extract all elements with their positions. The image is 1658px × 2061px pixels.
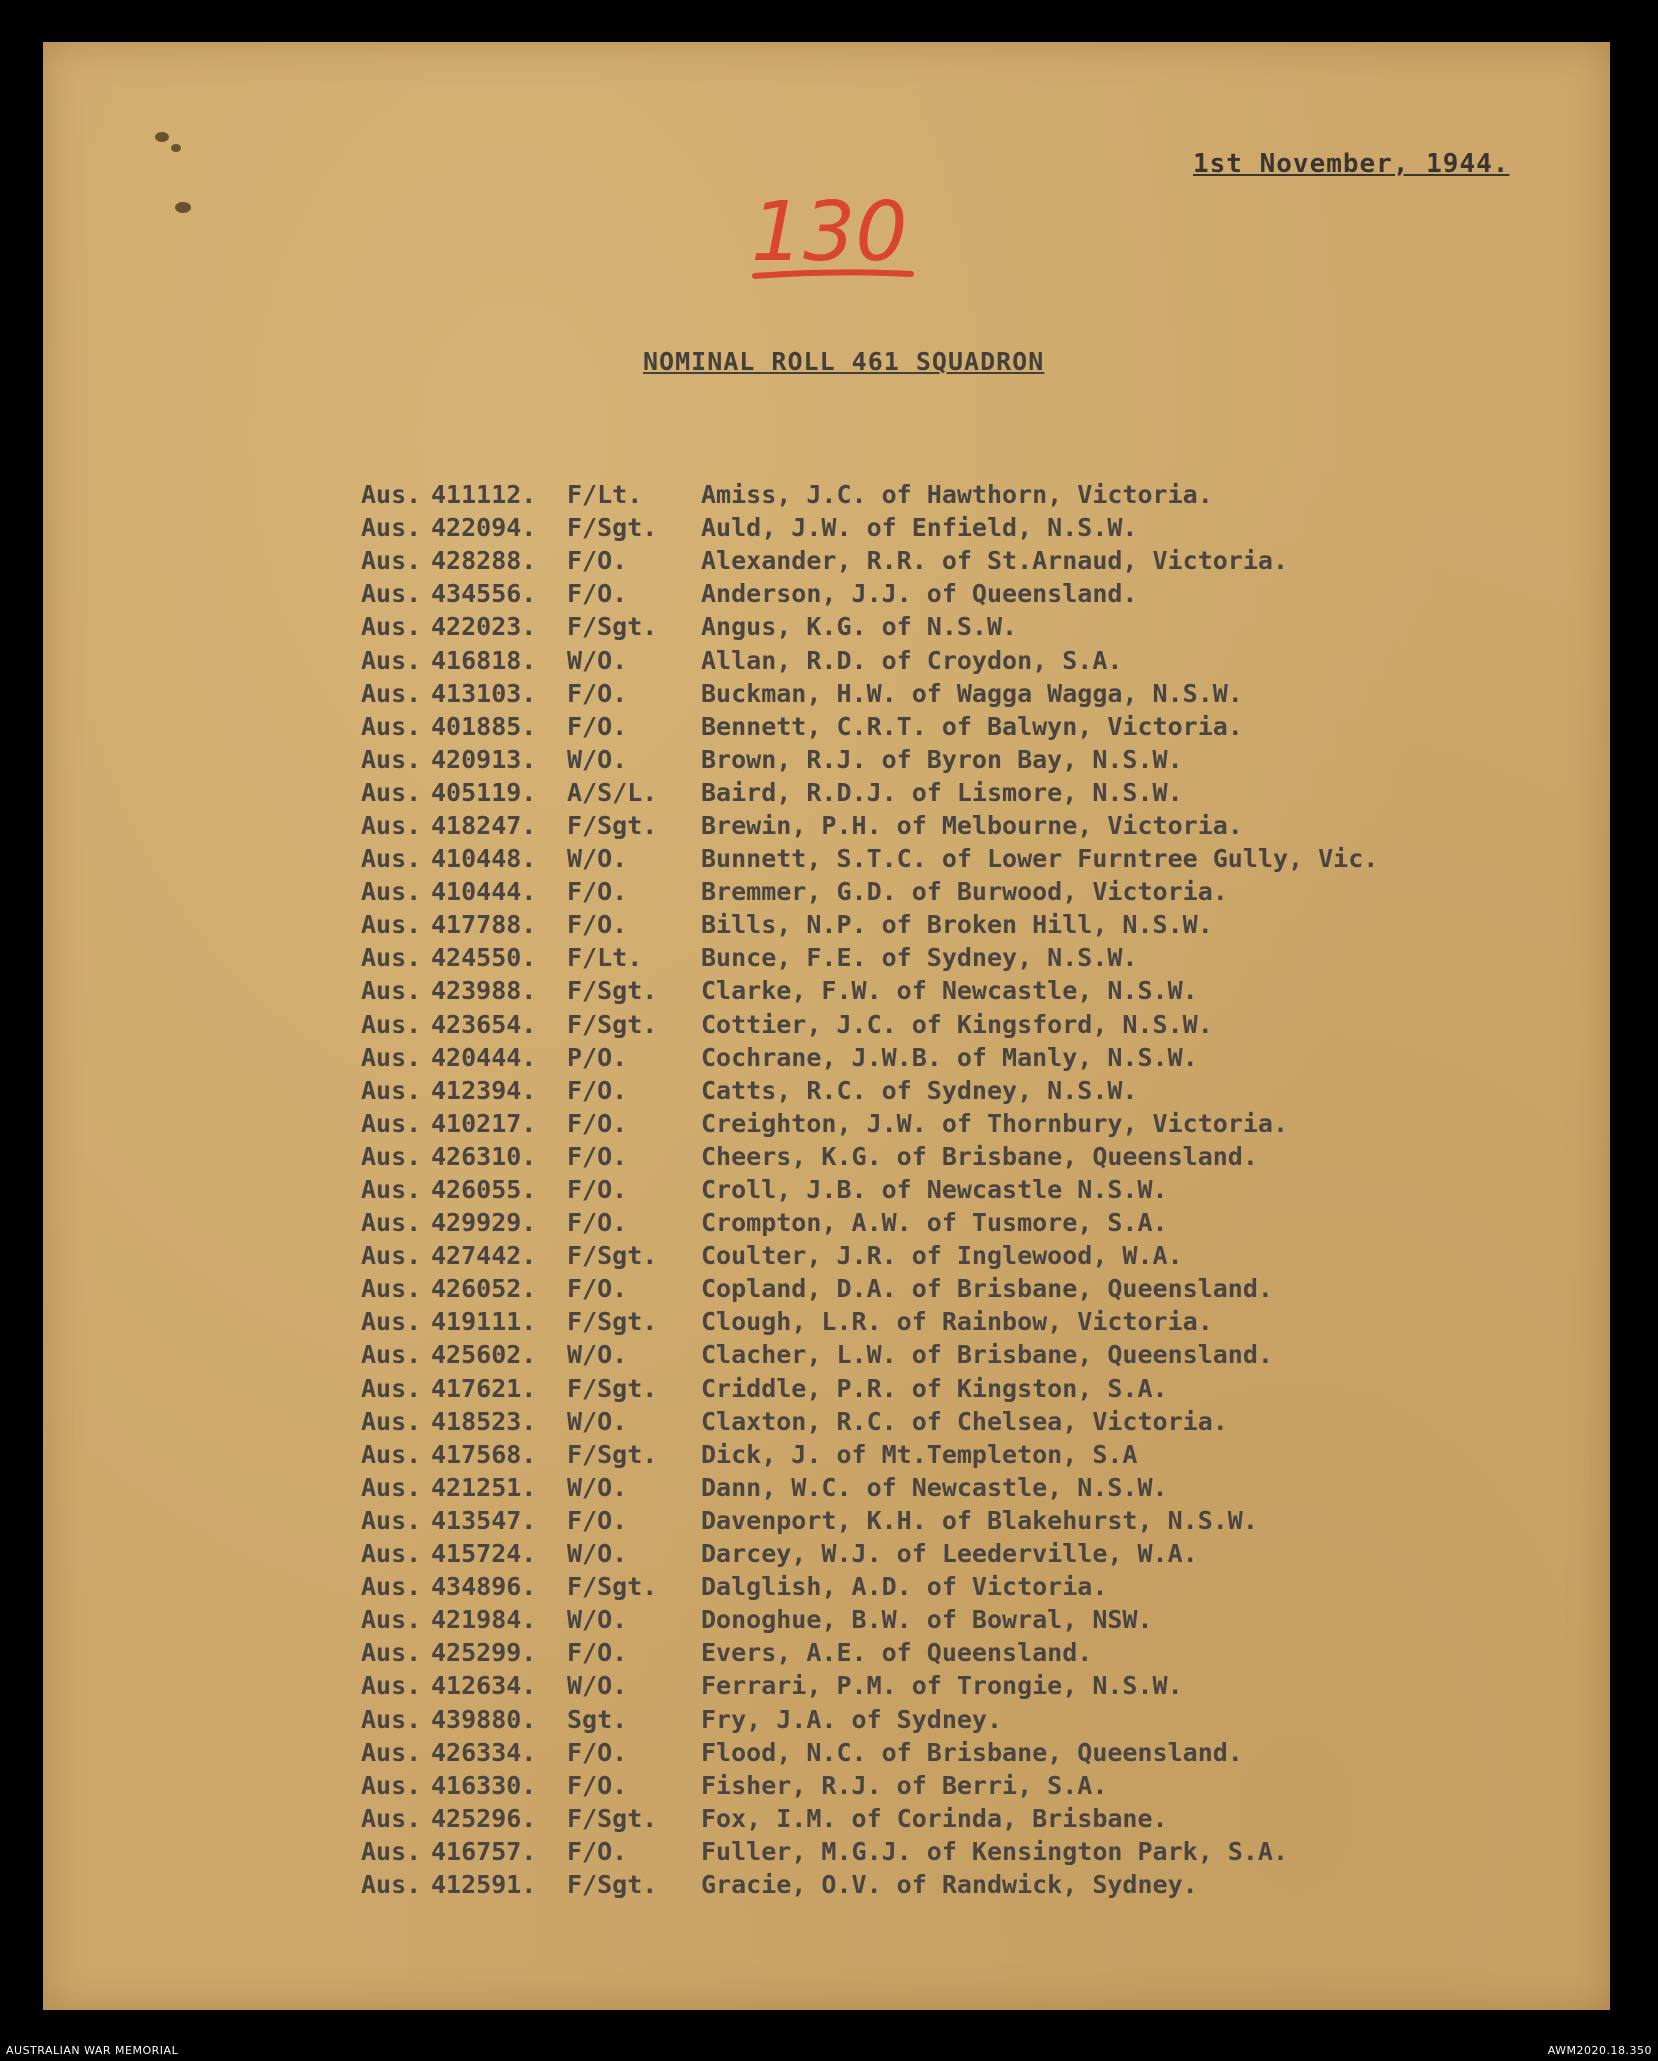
service-number: 425602. <box>431 1340 537 1370</box>
list-item <box>361 1669 1378 1702</box>
member-name: Ferrari, P.M. of Trongie, N.S.W. <box>701 1671 1183 1701</box>
list-item <box>361 1868 1378 1901</box>
list-item <box>361 710 1378 743</box>
service-prefix: Aus. <box>361 480 422 510</box>
page-number-text: 130 <box>751 185 908 280</box>
member-name: Bremmer, G.D. of Burwood, Victoria. <box>701 877 1228 907</box>
list-item <box>361 842 1378 875</box>
service-prefix: Aus. <box>361 1175 422 1205</box>
member-name: Dann, W.C. of Newcastle, N.S.W. <box>701 1472 1168 1502</box>
member-name: Fox, I.M. of Corinda, Brisbane. <box>701 1803 1168 1833</box>
service-number: 426055. <box>431 1175 537 1205</box>
rank: W/O. <box>567 1605 628 1635</box>
service-number: 410444. <box>431 877 537 907</box>
member-name: Donoghue, B.W. of Bowral, NSW. <box>701 1605 1153 1635</box>
rank: F/Sgt. <box>567 1869 658 1899</box>
member-name: Dick, J. of Mt.Templeton, S.A <box>701 1439 1138 1469</box>
service-prefix: Aus. <box>361 678 422 708</box>
member-name: Davenport, K.H. of Blakehurst, N.S.W. <box>701 1505 1258 1535</box>
rank: F/O. <box>567 1836 628 1866</box>
service-prefix: Aus. <box>361 645 422 675</box>
list-item <box>361 1305 1378 1338</box>
rank: F/O. <box>567 1770 628 1800</box>
list-item <box>361 1504 1378 1537</box>
service-prefix: Aus. <box>361 910 422 940</box>
list-item <box>361 1802 1378 1835</box>
member-name: Brewin, P.H. of Melbourne, Victoria. <box>701 810 1243 840</box>
service-number: 422023. <box>431 612 537 642</box>
list-item <box>361 1835 1378 1868</box>
rank: W/O. <box>567 744 628 774</box>
rank: F/O. <box>567 1208 628 1238</box>
member-name: Fry, J.A. of Sydney. <box>701 1704 1003 1734</box>
member-name: Criddle, P.R. of Kingston, S.A. <box>701 1373 1168 1403</box>
rank: W/O. <box>567 1539 628 1569</box>
rank: F/Sgt. <box>567 1572 658 1602</box>
member-name: Cottier, J.C. of Kingsford, N.S.W. <box>701 1009 1213 1039</box>
list-item <box>361 743 1378 776</box>
list-item <box>361 941 1378 974</box>
rank: F/O. <box>567 1141 628 1171</box>
list-item <box>361 875 1378 908</box>
service-number: 420444. <box>431 1042 537 1072</box>
rank: P/O. <box>567 1042 628 1072</box>
service-number: 426052. <box>431 1274 537 1304</box>
member-name: Bills, N.P. of Broken Hill, N.S.W. <box>701 910 1213 940</box>
document-date: 1st November, 1944. <box>1193 149 1510 179</box>
list-item <box>361 1471 1378 1504</box>
service-number: 425296. <box>431 1803 537 1833</box>
rank: F/O. <box>567 1638 628 1668</box>
service-number: 416330. <box>431 1770 537 1800</box>
service-prefix: Aus. <box>361 976 422 1006</box>
service-prefix: Aus. <box>361 877 422 907</box>
service-prefix: Aus. <box>361 1307 422 1337</box>
service-prefix: Aus. <box>361 1009 422 1039</box>
service-number: 416818. <box>431 645 537 675</box>
member-name: Fuller, M.G.J. of Kensington Park, S.A. <box>701 1836 1288 1866</box>
roll-title: NOMINAL ROLL 461 SQUADRON <box>643 347 1045 376</box>
service-prefix: Aus. <box>361 1836 422 1866</box>
service-number: 421984. <box>431 1605 537 1635</box>
rank: F/Sgt. <box>567 810 658 840</box>
member-name: Amiss, J.C. of Hawthorn, Victoria. <box>701 480 1213 510</box>
service-prefix: Aus. <box>361 1572 422 1602</box>
member-name: Alexander, R.R. of St.Arnaud, Victoria. <box>701 546 1288 576</box>
member-name: Bennett, C.R.T. of Balwyn, Victoria. <box>701 711 1243 741</box>
service-number: 426310. <box>431 1141 537 1171</box>
member-name: Fisher, R.J. of Berri, S.A. <box>701 1770 1108 1800</box>
service-number: 429929. <box>431 1208 537 1238</box>
page-number-annotation <box>743 180 923 300</box>
service-number: 426334. <box>431 1737 537 1767</box>
list-item <box>361 577 1378 610</box>
service-number: 439880. <box>431 1704 537 1734</box>
rank: F/O. <box>567 910 628 940</box>
list-item <box>361 1537 1378 1570</box>
service-prefix: Aus. <box>361 612 422 642</box>
service-number: 434556. <box>431 579 537 609</box>
service-number: 416757. <box>431 1836 537 1866</box>
member-name: Clacher, L.W. of Brisbane, Queensland. <box>701 1340 1273 1370</box>
list-item <box>361 1206 1378 1239</box>
list-item <box>361 1107 1378 1140</box>
service-number: 418247. <box>431 810 537 840</box>
rank: F/O. <box>567 1274 628 1304</box>
service-prefix: Aus. <box>361 1472 422 1502</box>
service-number: 420913. <box>431 744 537 774</box>
service-number: 434896. <box>431 1572 537 1602</box>
list-item <box>361 1636 1378 1669</box>
list-item <box>361 1041 1378 1074</box>
service-number: 427442. <box>431 1241 537 1271</box>
service-prefix: Aus. <box>361 1803 422 1833</box>
service-number: 413103. <box>431 678 537 708</box>
service-prefix: Aus. <box>361 1241 422 1271</box>
service-number: 417568. <box>431 1439 537 1469</box>
footer-reference: AWM2020.18.350 <box>1547 2044 1652 2057</box>
member-name: Creighton, J.W. of Thornbury, Victoria. <box>701 1108 1288 1138</box>
rank: W/O. <box>567 844 628 874</box>
service-prefix: Aus. <box>361 711 422 741</box>
rank: F/O. <box>567 1737 628 1767</box>
list-item <box>361 1769 1378 1802</box>
service-prefix: Aus. <box>361 943 422 973</box>
service-prefix: Aus. <box>361 1704 422 1734</box>
list-item <box>361 1008 1378 1041</box>
list-item <box>361 511 1378 544</box>
member-name: Catts, R.C. of Sydney, N.S.W. <box>701 1075 1138 1105</box>
service-number: 418523. <box>431 1406 537 1436</box>
nominal-roll-list <box>361 478 1378 1901</box>
service-number: 405119. <box>431 777 537 807</box>
member-name: Brown, R.J. of Byron Bay, N.S.W. <box>701 744 1183 774</box>
service-prefix: Aus. <box>361 1208 422 1238</box>
service-prefix: Aus. <box>361 546 422 576</box>
list-item <box>361 610 1378 643</box>
service-number: 413547. <box>431 1505 537 1535</box>
service-number: 417788. <box>431 910 537 940</box>
service-prefix: Aus. <box>361 1439 422 1469</box>
list-item <box>361 643 1378 676</box>
list-item <box>361 1173 1378 1206</box>
list-item <box>361 1405 1378 1438</box>
service-number: 425299. <box>431 1638 537 1668</box>
member-name: Bunnett, S.T.C. of Lower Furntree Gully, Vic. <box>701 844 1379 874</box>
member-name: Baird, R.D.J. of Lismore, N.S.W. <box>701 777 1183 807</box>
service-prefix: Aus. <box>361 1075 422 1105</box>
list-item <box>361 1372 1378 1405</box>
member-name: Bunce, F.E. of Sydney, N.S.W. <box>701 943 1138 973</box>
service-number: 424550. <box>431 943 537 973</box>
member-name: Copland, D.A. of Brisbane, Queensland. <box>701 1274 1273 1304</box>
member-name: Gracie, O.V. of Randwick, Sydney. <box>701 1869 1198 1899</box>
rank: F/Sgt. <box>567 1009 658 1039</box>
list-item <box>361 1239 1378 1272</box>
service-prefix: Aus. <box>361 844 422 874</box>
list-item <box>361 776 1378 809</box>
service-number: 410448. <box>431 844 537 874</box>
service-number: 412394. <box>431 1075 537 1105</box>
rank: F/O. <box>567 877 628 907</box>
member-name: Flood, N.C. of Brisbane, Queensland. <box>701 1737 1243 1767</box>
list-item <box>361 478 1378 511</box>
service-prefix: Aus. <box>361 1340 422 1370</box>
rank: F/Sgt. <box>567 1439 658 1469</box>
service-number: 421251. <box>431 1472 537 1502</box>
service-prefix: Aus. <box>361 1373 422 1403</box>
rank: F/O. <box>567 1075 628 1105</box>
list-item <box>361 1272 1378 1305</box>
service-number: 410217. <box>431 1108 537 1138</box>
service-number: 412591. <box>431 1869 537 1899</box>
list-item <box>361 1736 1378 1769</box>
service-prefix: Aus. <box>361 1108 422 1138</box>
rank: F/O. <box>567 1108 628 1138</box>
list-item <box>361 1603 1378 1636</box>
rank: F/O. <box>567 1505 628 1535</box>
service-prefix: Aus. <box>361 1539 422 1569</box>
service-prefix: Aus. <box>361 1605 422 1635</box>
service-number: 428288. <box>431 546 537 576</box>
member-name: Angus, K.G. of N.S.W. <box>701 612 1018 642</box>
service-number: 417621. <box>431 1373 537 1403</box>
service-prefix: Aus. <box>361 1406 422 1436</box>
rank: F/O. <box>567 546 628 576</box>
service-prefix: Aus. <box>361 1141 422 1171</box>
rank: F/Sgt. <box>567 513 658 543</box>
service-prefix: Aus. <box>361 1505 422 1535</box>
service-prefix: Aus. <box>361 579 422 609</box>
rank: F/O. <box>567 678 628 708</box>
service-prefix: Aus. <box>361 1274 422 1304</box>
service-prefix: Aus. <box>361 1737 422 1767</box>
member-name: Crompton, A.W. of Tusmore, S.A. <box>701 1208 1168 1238</box>
list-item <box>361 1140 1378 1173</box>
service-prefix: Aus. <box>361 1638 422 1668</box>
document-page <box>43 42 1610 2010</box>
rank: W/O. <box>567 1340 628 1370</box>
service-prefix: Aus. <box>361 1869 422 1899</box>
rank: F/Sgt. <box>567 1307 658 1337</box>
rank: W/O. <box>567 1472 628 1502</box>
rank: F/Sgt. <box>567 976 658 1006</box>
service-number: 415724. <box>431 1539 537 1569</box>
rank: F/Sgt. <box>567 1241 658 1271</box>
list-item <box>361 1338 1378 1371</box>
rank: W/O. <box>567 1406 628 1436</box>
list-item <box>361 677 1378 710</box>
rank: W/O. <box>567 1671 628 1701</box>
member-name: Anderson, J.J. of Queensland. <box>701 579 1138 609</box>
service-number: 419111. <box>431 1307 537 1337</box>
service-number: 423654. <box>431 1009 537 1039</box>
service-number: 401885. <box>431 711 537 741</box>
rank: W/O. <box>567 645 628 675</box>
service-number: 412634. <box>431 1671 537 1701</box>
rank: Sgt. <box>567 1704 628 1734</box>
member-name: Coulter, J.R. of Inglewood, W.A. <box>701 1241 1183 1271</box>
list-item <box>361 908 1378 941</box>
member-name: Allan, R.D. of Croydon, S.A. <box>701 645 1123 675</box>
rank: F/Lt. <box>567 943 643 973</box>
list-item <box>361 1702 1378 1735</box>
list-item <box>361 809 1378 842</box>
service-number: 411112. <box>431 480 537 510</box>
list-item <box>361 544 1378 577</box>
member-name: Claxton, R.C. of Chelsea, Victoria. <box>701 1406 1228 1436</box>
service-number: 423988. <box>431 976 537 1006</box>
rank: F/O. <box>567 579 628 609</box>
member-name: Dalglish, A.D. of Victoria. <box>701 1572 1108 1602</box>
rank: F/O. <box>567 1175 628 1205</box>
member-name: Evers, A.E. of Queensland. <box>701 1638 1093 1668</box>
service-prefix: Aus. <box>361 513 422 543</box>
service-prefix: Aus. <box>361 744 422 774</box>
member-name: Auld, J.W. of Enfield, N.S.W. <box>701 513 1138 543</box>
rank: F/O. <box>567 711 628 741</box>
rank: F/Sgt. <box>567 1803 658 1833</box>
service-prefix: Aus. <box>361 810 422 840</box>
service-prefix: Aus. <box>361 1770 422 1800</box>
service-number: 422094. <box>431 513 537 543</box>
page-number-underline <box>755 272 911 276</box>
rank: F/Sgt. <box>567 1373 658 1403</box>
list-item <box>361 1570 1378 1603</box>
list-item <box>361 1074 1378 1107</box>
list-item <box>361 974 1378 1007</box>
list-item <box>361 1438 1378 1471</box>
member-name: Clarke, F.W. of Newcastle, N.S.W. <box>701 976 1198 1006</box>
service-prefix: Aus. <box>361 1042 422 1072</box>
rank: A/S/L. <box>567 777 658 807</box>
member-name: Cheers, K.G. of Brisbane, Queensland. <box>701 1141 1258 1171</box>
member-name: Cochrane, J.W.B. of Manly, N.S.W. <box>701 1042 1198 1072</box>
member-name: Clough, L.R. of Rainbow, Victoria. <box>701 1307 1213 1337</box>
member-name: Darcey, W.J. of Leederville, W.A. <box>701 1539 1198 1569</box>
service-prefix: Aus. <box>361 777 422 807</box>
service-prefix: Aus. <box>361 1671 422 1701</box>
member-name: Buckman, H.W. of Wagga Wagga, N.S.W. <box>701 678 1243 708</box>
footer-source: AUSTRALIAN WAR MEMORIAL <box>6 2044 179 2057</box>
member-name: Croll, J.B. of Newcastle N.S.W. <box>701 1175 1168 1205</box>
rank: F/Lt. <box>567 480 643 510</box>
rank: F/Sgt. <box>567 612 658 642</box>
